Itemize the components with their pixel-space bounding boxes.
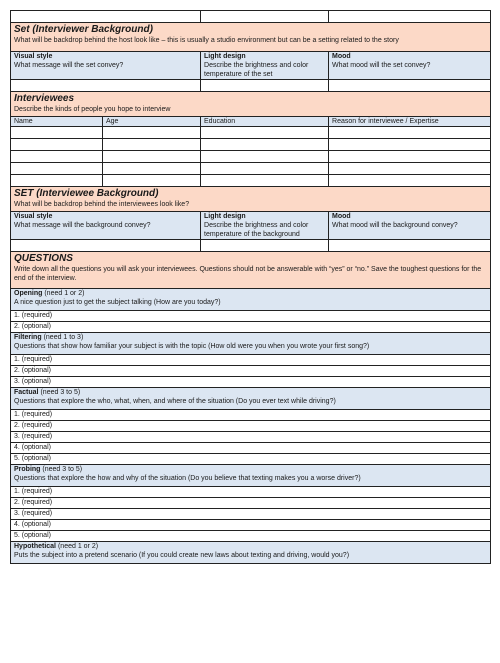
question-field[interactable]: 3. (required) (11, 509, 491, 520)
question-row (11, 322, 491, 333)
set-interviewee-header (11, 187, 491, 212)
question-section-filtering (11, 333, 491, 355)
bg-visual-style-answer[interactable] (11, 240, 201, 252)
interviewee-row (11, 163, 491, 175)
col-reason: Reason for interviewee / Expertise (329, 117, 491, 127)
question-row (11, 366, 491, 377)
question-section-opening (11, 289, 491, 311)
question-row (11, 421, 491, 432)
question-field[interactable]: 2. (required) (11, 421, 491, 432)
light-design-heading: Light design (204, 53, 246, 60)
question-field[interactable]: 2. (optional) (11, 322, 491, 333)
set-interviewer-description: What will be backdrop behind the host look like – this is usually a studio environment but can be a setting related to the story (14, 37, 399, 44)
mood-answer[interactable] (329, 80, 491, 92)
set-interviewer-title: Set (Interviewer Background) (14, 24, 153, 35)
question-field[interactable]: 2. (optional) (11, 366, 491, 377)
opening-name: Opening (14, 290, 43, 297)
question-row (11, 410, 491, 421)
bg-light-design-answer[interactable] (201, 240, 329, 252)
filtering-description: Questions that show how familiar your subject is with the topic (How old were you when you wrote your first song?) (14, 343, 370, 350)
hypothetical-description: Puts the subject into a pretend scenario (If you could create new laws about texting and driving, would you?) (14, 552, 350, 559)
bg-visual-style-text: What message will the background convey? (14, 222, 151, 229)
bg-mood-heading: Mood (332, 213, 351, 220)
col-education: Education (201, 117, 329, 127)
probing-description: Questions that explore the how and why of the situation (Do you believe that texting makes you a worse driver?) (14, 475, 361, 482)
filtering-need: (need 1 to 3) (43, 334, 84, 341)
top-cell-1[interactable] (11, 11, 201, 23)
interviewee-row (11, 139, 491, 151)
top-empty-row (11, 11, 491, 23)
question-section-probing (11, 465, 491, 487)
question-section-hypothetical (11, 542, 491, 564)
question-row (11, 355, 491, 366)
question-row (11, 531, 491, 542)
question-field[interactable]: 1. (required) (11, 487, 491, 498)
question-field[interactable]: 3. (optional) (11, 377, 491, 388)
top-cell-3[interactable] (329, 11, 491, 23)
question-field[interactable]: 3. (required) (11, 432, 491, 443)
interviewees-description: Describe the kinds of people you hope to interview (14, 106, 171, 113)
set-interviewee-answer-row (11, 240, 491, 252)
question-field[interactable]: 1. (required) (11, 355, 491, 366)
col-age: Age (103, 117, 201, 127)
set-interviewer-columns (11, 52, 491, 80)
questions-header (11, 252, 491, 289)
question-field[interactable]: 2. (required) (11, 498, 491, 509)
visual-style-answer[interactable] (11, 80, 201, 92)
probing-name: Probing (14, 466, 41, 473)
set-interviewer-header (11, 23, 491, 52)
question-field[interactable]: 4. (optional) (11, 443, 491, 454)
opening-need: (need 1 or 2) (44, 290, 85, 297)
light-design-text: Describe the brightness and color temperature of the set (204, 62, 309, 78)
worksheet-table (10, 10, 491, 564)
top-cell-2[interactable] (201, 11, 329, 23)
factual-name: Factual (14, 389, 39, 396)
factual-description: Questions that explore the who, what, when, and where of the situation (Do you ever text while driving?) (14, 398, 336, 405)
question-row (11, 509, 491, 520)
visual-style-heading: Visual style (14, 53, 53, 60)
question-field[interactable]: 1. (required) (11, 410, 491, 421)
worksheet (10, 10, 490, 564)
interviewee-row (11, 151, 491, 163)
question-row (11, 454, 491, 465)
question-row (11, 443, 491, 454)
question-row (11, 432, 491, 443)
question-field[interactable]: 5. (optional) (11, 454, 491, 465)
set-interviewee-title: SET (Interviewee Background) (14, 188, 159, 199)
question-field[interactable]: 5. (optional) (11, 531, 491, 542)
factual-need: (need 3 to 5) (40, 389, 81, 396)
interviewee-row (11, 127, 491, 139)
questions-title: QUESTIONS (14, 253, 73, 264)
set-interviewee-description: What will be backdrop behind the interviewees look like? (14, 201, 190, 208)
visual-style-text: What message will the set convey? (14, 62, 124, 69)
light-design-answer[interactable] (201, 80, 329, 92)
set-interviewer-answer-row (11, 80, 491, 92)
question-row (11, 377, 491, 388)
opening-description: A nice question just to get the subject talking (How are you today?) (14, 299, 221, 306)
probing-need: (need 3 to 5) (42, 466, 83, 473)
hypothetical-name: Hypothetical (14, 543, 57, 550)
bg-mood-answer[interactable] (329, 240, 491, 252)
bg-mood-text: What mood will the background convey? (332, 222, 458, 229)
bg-visual-style-heading: Visual style (14, 213, 53, 220)
questions-description: Write down all the questions you will ask your interviewees. Questions should not be answerable with “yes” or “no.” Save the toughest questions for the end of the interview. (14, 266, 482, 282)
question-field[interactable]: 4. (optional) (11, 520, 491, 531)
filtering-name: Filtering (14, 334, 42, 341)
question-row (11, 498, 491, 509)
bg-light-design-text: Describe the brightness and color temperature of the background (204, 222, 309, 238)
interviewees-header (11, 92, 491, 117)
mood-text: What mood will the set convey? (332, 62, 431, 69)
mood-heading: Mood (332, 53, 351, 60)
interviewee-row (11, 175, 491, 187)
set-interviewee-columns (11, 212, 491, 240)
question-row (11, 520, 491, 531)
interviewees-column-headers (11, 117, 491, 127)
interviewees-title: Interviewees (14, 93, 75, 104)
question-row (11, 487, 491, 498)
question-row (11, 311, 491, 322)
col-name: Name (11, 117, 103, 127)
question-section-factual (11, 388, 491, 410)
hypothetical-need: (need 1 or 2) (57, 543, 99, 550)
question-field[interactable]: 1. (required) (11, 311, 491, 322)
bg-light-design-heading: Light design (204, 213, 246, 220)
